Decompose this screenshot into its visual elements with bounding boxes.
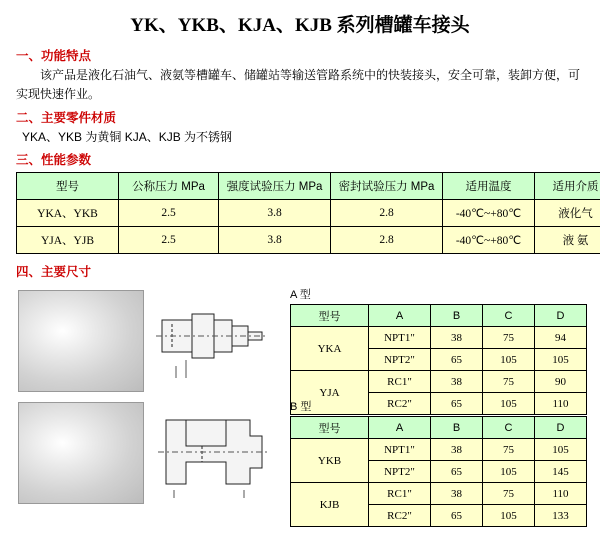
- table-cell: RC1": [369, 483, 431, 505]
- table-cell: 94: [535, 327, 587, 349]
- type-b-block: [290, 398, 587, 527]
- table-header-cell: D: [535, 417, 587, 439]
- table-cell: 38: [431, 483, 483, 505]
- table-cell: 65: [431, 461, 483, 483]
- table-header-cell: 适用温度: [443, 173, 535, 200]
- table-cell: 105: [535, 349, 587, 371]
- table-cell: RC2": [369, 393, 431, 415]
- table-row: [291, 371, 587, 393]
- section-heading-features: 一、功能特点: [16, 46, 600, 64]
- table-header-cell: 型号: [291, 305, 369, 327]
- performance-table: [16, 172, 600, 254]
- table-cell: 110: [535, 393, 587, 415]
- table-cell: YKB: [291, 439, 369, 483]
- table-cell: 65: [431, 349, 483, 371]
- dimensions-area: [0, 286, 600, 536]
- table-header-row: [291, 417, 587, 439]
- table-cell: 75: [483, 371, 535, 393]
- table-cell: YKA、YKB: [17, 200, 119, 227]
- table-header-cell: 强度试验压力 MPa: [219, 173, 331, 200]
- table-row: [17, 227, 600, 254]
- table-cell: 90: [535, 371, 587, 393]
- section-body-features: 该产品是液化石油气、液氨等槽罐车、储罐站等输送管路系统中的快装接头，安全可靠，装卸方便，可实现快速作业。: [16, 66, 586, 103]
- table-cell: NPT2": [369, 461, 431, 483]
- table-header-cell: A: [369, 305, 431, 327]
- page-title: YK、YKB、KJA、KJB 系列槽罐车接头: [0, 0, 600, 41]
- type-b-table: [290, 416, 587, 527]
- table-header-cell: 公称压力 MPa: [119, 173, 219, 200]
- table-cell: 75: [483, 327, 535, 349]
- table-cell: 2.5: [119, 200, 219, 227]
- table-cell: 75: [483, 439, 535, 461]
- table-cell: 110: [535, 483, 587, 505]
- table-header-cell: 密封试验压力 MPa: [331, 173, 443, 200]
- table-cell: 3.8: [219, 227, 331, 254]
- table-header-cell: 型号: [17, 173, 119, 200]
- section-heading-dimensions: 四、主要尺寸: [16, 262, 600, 280]
- table-cell: 133: [535, 505, 587, 527]
- coupling-photo-a: [18, 290, 144, 392]
- table-cell: 38: [431, 327, 483, 349]
- table-cell: -40℃~+80℃: [443, 227, 535, 254]
- table-cell: 液化气: [535, 200, 600, 227]
- table-row: [291, 483, 587, 505]
- table-header-cell: 适用介质: [535, 173, 600, 200]
- table-row: [291, 327, 587, 349]
- table-header-cell: C: [483, 417, 535, 439]
- coupling-photo-b: [18, 402, 144, 504]
- table-cell: -40℃~+80℃: [443, 200, 535, 227]
- table-cell: RC2": [369, 505, 431, 527]
- table-cell: 65: [431, 393, 483, 415]
- table-cell: 38: [431, 371, 483, 393]
- table-header-cell: D: [535, 305, 587, 327]
- type-a-caption: A 型: [290, 286, 587, 302]
- table-cell: 65: [431, 505, 483, 527]
- section-heading-performance: 三、性能参数: [16, 150, 600, 168]
- table-row: [291, 439, 587, 461]
- table-cell: YJA、YJB: [17, 227, 119, 254]
- table-cell: 38: [431, 439, 483, 461]
- table-cell: YKA: [291, 327, 369, 371]
- table-cell: NPT2": [369, 349, 431, 371]
- table-cell: 75: [483, 483, 535, 505]
- table-cell: 105: [483, 393, 535, 415]
- type-a-block: [290, 286, 587, 415]
- table-header-row: [17, 173, 600, 200]
- table-cell: 液 氨: [535, 227, 600, 254]
- table-cell: 2.8: [331, 200, 443, 227]
- table-header-cell: B: [431, 305, 483, 327]
- table-cell: KJB: [291, 483, 369, 527]
- table-cell: 2.8: [331, 227, 443, 254]
- table-cell: YJA: [291, 371, 369, 415]
- table-header-cell: C: [483, 305, 535, 327]
- table-cell: 3.8: [219, 200, 331, 227]
- section-heading-materials: 二、主要零件材质: [16, 108, 600, 126]
- table-header-cell: B: [431, 417, 483, 439]
- table-cell: RC1": [369, 371, 431, 393]
- table-row: [17, 200, 600, 227]
- table-cell: 105: [483, 461, 535, 483]
- table-cell: 105: [483, 505, 535, 527]
- section-body-materials: YKA、YKB 为黄铜 KJA、KJB 为不锈钢: [22, 128, 586, 145]
- table-cell: 105: [483, 349, 535, 371]
- coupling-drawing-b: [152, 402, 276, 502]
- table-cell: NPT1": [369, 439, 431, 461]
- table-cell: 145: [535, 461, 587, 483]
- type-b-caption: B 型: [290, 398, 587, 414]
- table-header-row: [291, 305, 587, 327]
- table-cell: 2.5: [119, 227, 219, 254]
- table-header-cell: 型号: [291, 417, 369, 439]
- coupling-drawing-a: [152, 290, 276, 390]
- table-cell: NPT1": [369, 327, 431, 349]
- table-cell: 105: [535, 439, 587, 461]
- table-header-cell: A: [369, 417, 431, 439]
